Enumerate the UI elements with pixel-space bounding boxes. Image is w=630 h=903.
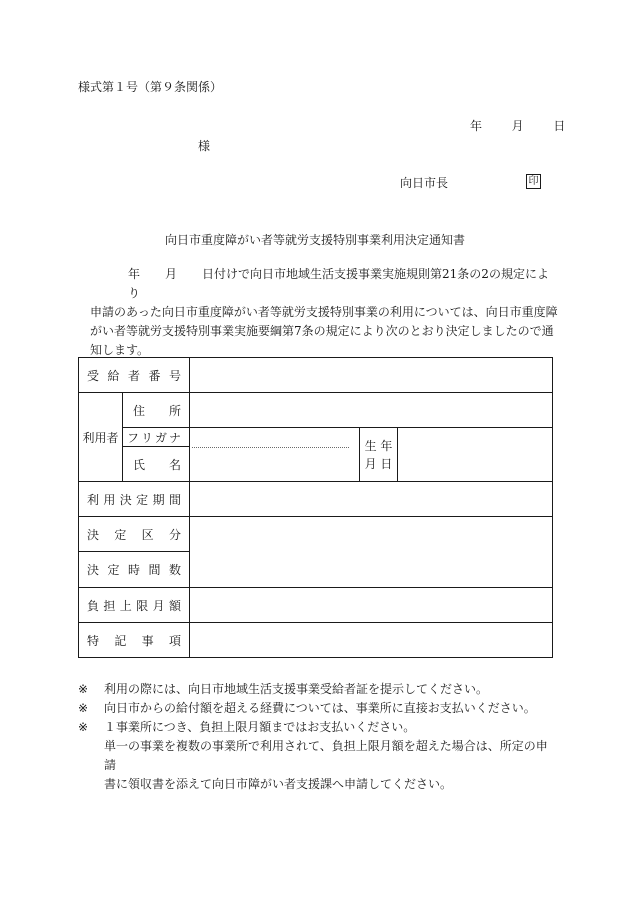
decision-hours-text: 決 定 時 間 数: [87, 563, 182, 577]
body-line-4: 知します。: [90, 343, 150, 357]
name-label: [123, 447, 190, 482]
address-text: 住 所: [133, 403, 182, 418]
notice-body: [90, 265, 560, 360]
recipient-number-label: [79, 358, 190, 393]
monthly-limit-label: [79, 588, 190, 623]
user-label: 利用者: [79, 393, 123, 482]
note-mark: ※: [78, 720, 89, 734]
body-line-3: がい者等就労支援特別事業実施要綱第7条の規定により次のとおり決定しましたので通: [90, 324, 554, 338]
body-line-2: 申請のあった向日市重度障がい者等就労支援特別事業の利用については、向日市重度障: [90, 305, 558, 319]
birth-date-text-2: 月 日: [364, 456, 393, 471]
recipient-number-text: 受 給 者 番 号: [87, 368, 182, 383]
name-text: 氏 名: [133, 457, 182, 472]
body-line-1-text: 日付けで向日市地域生活支援事業実施規則第21条の2の規定により: [128, 267, 549, 300]
body-month-label: 月: [165, 267, 178, 281]
birth-date-field[interactable]: [398, 428, 553, 482]
decision-category-field[interactable]: [190, 517, 553, 588]
decision-table: [78, 357, 553, 658]
remarks-text: 特 記 事 項: [87, 633, 181, 648]
note-item: [78, 718, 558, 737]
note-mark: ※: [78, 682, 89, 696]
address-label: [123, 393, 190, 428]
decision-period-text: 利 用 決 定 期 間: [87, 492, 181, 507]
note-mark: ※: [78, 701, 89, 715]
date-year-label: 年: [470, 119, 483, 133]
name-field[interactable]: [190, 428, 360, 482]
body-line-1: [90, 265, 560, 303]
addressee-suffix: 様: [198, 139, 211, 153]
decision-category-text: 決 定 区 分: [87, 527, 181, 542]
note-continuation-1: 単一の事業を複数の事業所で利用されて、負担上限月額を超えた場合は、所定の申請: [104, 739, 548, 772]
decision-category-label: [79, 517, 190, 552]
issue-date: [470, 118, 565, 134]
birth-date-label: [360, 428, 398, 482]
body-year-label: 年: [128, 267, 141, 281]
note-text: １事業所につき、負担上限月額まではお支払いください。: [104, 720, 416, 734]
seal-mark: 印: [526, 174, 541, 189]
note-text: 利用の際には、向日市地域生活支援事業受給者証を提示してください。: [104, 682, 489, 696]
decision-period-label: [79, 482, 190, 517]
furigana-divider: [192, 447, 349, 448]
form-number: 様式第１号（第９条関係）: [78, 80, 223, 94]
date-day-label: 日: [553, 119, 566, 133]
birth-date-text-1: 生 年: [364, 438, 393, 453]
note-item: [78, 680, 558, 699]
recipient-number-field[interactable]: [190, 358, 553, 393]
remarks-label: [79, 623, 190, 658]
remarks-field[interactable]: [190, 623, 553, 658]
note-continuation-2: 書に領収書を添えて向日市障がい者支援課へ申請してください。: [104, 777, 453, 791]
monthly-limit-text: 負 担 上 限 月 額: [87, 598, 181, 613]
note-text: 向日市からの給付額を超える経費については、事業所に直接お支払いください。: [104, 701, 536, 715]
decision-hours-label: [79, 552, 190, 588]
furigana-text: フ リ ガ ナ: [127, 430, 182, 445]
furigana-label: [123, 428, 190, 447]
notes-section: [78, 680, 558, 794]
date-month-label: 月: [511, 119, 524, 133]
note-item: [78, 699, 558, 718]
decision-period-field[interactable]: [190, 482, 553, 517]
address-field[interactable]: [190, 393, 553, 428]
document-title: 向日市重度障がい者等就労支援特別事業利用決定通知書: [164, 233, 465, 247]
monthly-limit-field[interactable]: [190, 588, 553, 623]
issuer-name: 向日市長: [400, 176, 449, 190]
